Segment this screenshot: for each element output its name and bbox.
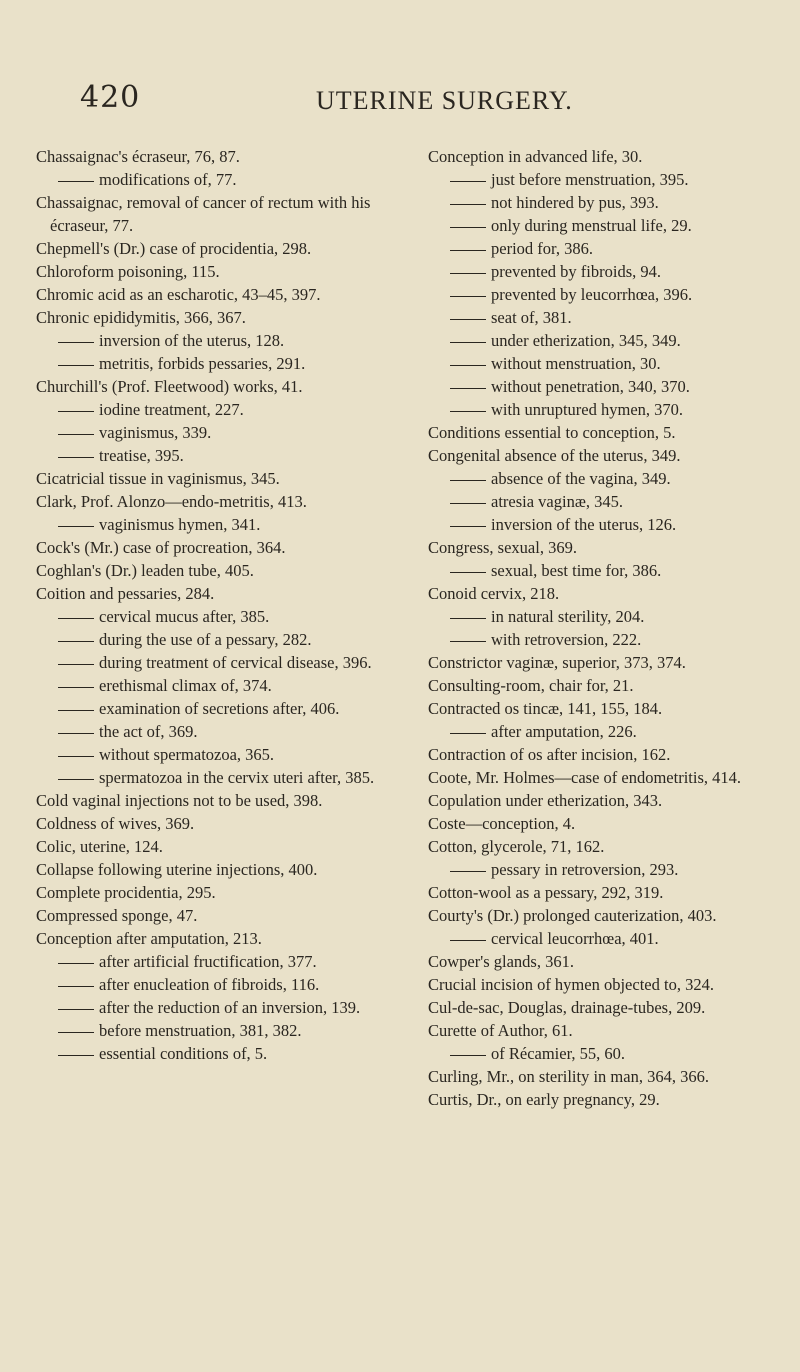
ditto-dash: [450, 296, 486, 297]
entry-text: Cowper's glands, 361.: [428, 952, 574, 971]
ditto-dash: [450, 572, 486, 573]
entry-text: Copulation under etherization, 343.: [428, 791, 663, 810]
index-subentry: [428, 559, 782, 582]
ditto-dash: [450, 733, 486, 734]
entry-text: just before menstruation, 395.: [491, 170, 689, 189]
ditto-dash: [450, 250, 486, 251]
index-entry: [36, 927, 394, 950]
index-subentry: [428, 467, 782, 490]
index-subentry: [36, 1042, 394, 1065]
entry-text: vaginismus hymen, 341.: [99, 515, 261, 534]
ditto-dash: [450, 618, 486, 619]
ditto-dash: [450, 503, 486, 504]
entry-text: Cicatricial tissue in vaginismus, 345.: [36, 469, 280, 488]
entry-text: vaginismus, 339.: [99, 423, 212, 442]
index-subentry: [36, 651, 394, 674]
index-entry: [36, 467, 394, 490]
ditto-dash: [58, 710, 94, 711]
index-entry: [36, 881, 394, 904]
entry-text: inversion of the uterus, 126.: [491, 515, 677, 534]
entry-text: without menstruation, 30.: [491, 354, 661, 373]
index-subentry: [36, 168, 394, 191]
index-subentry: [36, 697, 394, 720]
entry-text: Churchill's (Prof. Fleetwood) works, 41.: [36, 377, 303, 396]
entry-text: cervical mucus after, 385.: [99, 607, 270, 626]
entry-text: modifications of, 77.: [99, 170, 237, 189]
index-entry: [428, 973, 782, 996]
index-subentry: [36, 996, 394, 1019]
index-entry: [36, 835, 394, 858]
index-entry: [36, 812, 394, 835]
entry-text: during treatment of cervical disease, 396.: [99, 653, 372, 672]
index-entry: [428, 421, 782, 444]
index-entry: [428, 881, 782, 904]
ditto-dash: [58, 664, 94, 665]
running-title: UTERINE SURGERY.: [316, 86, 573, 115]
ditto-dash: [58, 618, 94, 619]
entry-text: treatise, 395.: [99, 446, 184, 465]
entry-text: Curtis, Dr., on early pregnancy, 29.: [428, 1090, 660, 1109]
entry-text: examination of secretions after, 406.: [99, 699, 340, 718]
index-entry: [36, 375, 394, 398]
entry-text: Chronic epididymitis, 366, 367.: [36, 308, 246, 327]
index-subentry: [428, 513, 782, 536]
ditto-dash: [450, 641, 486, 642]
index-subentry: [36, 1019, 394, 1042]
entry-text: during the use of a pessary, 282.: [99, 630, 312, 649]
entry-text: pessary in retroversion, 293.: [491, 860, 679, 879]
entry-text: Collapse following uterine injections, 400.: [36, 860, 318, 879]
index-subentry: [428, 260, 782, 283]
ditto-dash: [450, 181, 486, 182]
index-column-left: [36, 145, 394, 1065]
index-subentry: [428, 628, 782, 651]
ditto-dash: [450, 342, 486, 343]
index-entry: [428, 1065, 782, 1088]
index-entry: [428, 1019, 782, 1042]
index-entry: [36, 582, 394, 605]
index-subentry: [36, 421, 394, 444]
ditto-dash: [58, 365, 94, 366]
page-number: 420: [80, 80, 141, 115]
entry-text: Cold vaginal injections not to be used, 398.: [36, 791, 323, 810]
index-entry: [428, 950, 782, 973]
index-entry: [428, 674, 782, 697]
entry-text: Contraction of os after incision, 162.: [428, 745, 671, 764]
entry-text: Compressed sponge, 47.: [36, 906, 198, 925]
entry-text: Conditions essential to conception, 5.: [428, 423, 676, 442]
index-entry: [36, 490, 394, 513]
entry-text: after enucleation of fibroids, 116.: [99, 975, 320, 994]
entry-text: without spermatozoa, 365.: [99, 745, 275, 764]
ditto-dash: [450, 227, 486, 228]
entry-text: before menstruation, 381, 382.: [99, 1021, 302, 1040]
entry-text: Coldness of wives, 369.: [36, 814, 195, 833]
entry-text: Crucial incision of hymen objected to, 324.: [428, 975, 714, 994]
entry-text: only during menstrual life, 29.: [491, 216, 692, 235]
entry-text: cervical leucorrhœa, 401.: [491, 929, 659, 948]
entry-text: Congress, sexual, 369.: [428, 538, 577, 557]
entry-text: Complete procidentia, 295.: [36, 883, 216, 902]
index-subentry: [36, 444, 394, 467]
index-entry: [36, 858, 394, 881]
index-subentry: [428, 329, 782, 352]
index-entry: [36, 191, 394, 237]
entry-text: after the reduction of an inversion, 139.: [99, 998, 361, 1017]
entry-text: Coghlan's (Dr.) leaden tube, 405.: [36, 561, 254, 580]
index-subentry: [36, 743, 394, 766]
ditto-dash: [450, 365, 486, 366]
index-entry: [428, 904, 782, 927]
entry-text: Cotton, glycerole, 71, 162.: [428, 837, 605, 856]
index-entry: [428, 536, 782, 559]
entry-text: Cock's (Mr.) case of procreation, 364.: [36, 538, 286, 557]
index-entry: [428, 145, 782, 168]
entry-text: Conoid cervix, 218.: [428, 584, 560, 603]
ditto-dash: [58, 986, 94, 987]
entry-text: Cul-de-sac, Douglas, drainage-tubes, 209.: [428, 998, 706, 1017]
index-subentry: [36, 766, 394, 789]
entry-text: Curling, Mr., on sterility in man, 364, 366.: [428, 1067, 709, 1086]
ditto-dash: [450, 1055, 486, 1056]
index-entry: [428, 697, 782, 720]
entry-text: Conception after amputation, 213.: [36, 929, 262, 948]
index-subentry: [428, 375, 782, 398]
entry-text: Clark, Prof. Alonzo—endo-metritis, 413.: [36, 492, 307, 511]
ditto-dash: [450, 273, 486, 274]
index-subentry: [428, 720, 782, 743]
entry-text: Contracted os tincæ, 141, 155, 184.: [428, 699, 663, 718]
index-entry: [428, 812, 782, 835]
entry-text: in natural sterility, 204.: [491, 607, 645, 626]
index-entry: [36, 559, 394, 582]
ditto-dash: [58, 779, 94, 780]
index-entry: [36, 260, 394, 283]
entry-text: prevented by leucorrhœa, 396.: [491, 285, 693, 304]
entry-text: atresia vaginæ, 345.: [491, 492, 623, 511]
index-entry: [428, 766, 782, 789]
entry-text: Chloroform poisoning, 115.: [36, 262, 220, 281]
ditto-dash: [58, 641, 94, 642]
ditto-dash: [58, 1009, 94, 1010]
index-subentry: [36, 628, 394, 651]
entry-text: under etherization, 345, 349.: [491, 331, 681, 350]
entry-text: Congenital absence of the uterus, 349.: [428, 446, 681, 465]
ditto-dash: [450, 526, 486, 527]
index-entry: [428, 743, 782, 766]
entry-text: spermatozoa in the cervix uteri after, 385.: [99, 768, 375, 787]
ditto-dash: [450, 480, 486, 481]
ditto-dash: [58, 756, 94, 757]
index-entry: [428, 651, 782, 674]
entry-text: Colic, uterine, 124.: [36, 837, 163, 856]
entry-text: the act of, 369.: [99, 722, 198, 741]
entry-text: of Récamier, 55, 60.: [491, 1044, 626, 1063]
ditto-dash: [58, 457, 94, 458]
entry-text: prevented by fibroids, 94.: [491, 262, 662, 281]
index-subentry: [428, 191, 782, 214]
ditto-dash: [450, 940, 486, 941]
index-subentry: [428, 214, 782, 237]
entry-text: essential conditions of, 5.: [99, 1044, 268, 1063]
ditto-dash: [58, 1055, 94, 1056]
ditto-dash: [450, 319, 486, 320]
index-subentry: [428, 398, 782, 421]
index-entry: [428, 996, 782, 1019]
ditto-dash: [58, 963, 94, 964]
entry-text: Cotton-wool as a pessary, 292, 319.: [428, 883, 664, 902]
ditto-dash: [58, 411, 94, 412]
entry-text: Constrictor vaginæ, superior, 373, 374.: [428, 653, 686, 672]
index-entry: [36, 789, 394, 812]
index-subentry: [36, 605, 394, 628]
ditto-dash: [58, 342, 94, 343]
index-subentry: [428, 1042, 782, 1065]
index-entry: [428, 1088, 782, 1111]
index-entry: [428, 444, 782, 467]
index-subentry: [428, 237, 782, 260]
index-entry: [428, 835, 782, 858]
index-subentry: [428, 352, 782, 375]
ditto-dash: [58, 181, 94, 182]
entry-text: absence of the vagina, 349.: [491, 469, 671, 488]
ditto-dash: [58, 1032, 94, 1033]
entry-text: Chassaignac, removal of cancer of rectum with his écraseur, 77.: [36, 193, 371, 235]
entry-text: Chassaignac's écraseur, 76, 87.: [36, 147, 240, 166]
index-subentry: [36, 329, 394, 352]
ditto-dash: [58, 434, 94, 435]
entry-text: with retroversion, 222.: [491, 630, 642, 649]
entry-text: erethismal climax of, 374.: [99, 676, 272, 695]
entry-text: iodine treatment, 227.: [99, 400, 244, 419]
ditto-dash: [58, 733, 94, 734]
index-subentry: [36, 950, 394, 973]
entry-text: seat of, 381.: [491, 308, 572, 327]
index-subentry: [428, 283, 782, 306]
entry-text: period for, 386.: [491, 239, 593, 258]
entry-text: after amputation, 226.: [491, 722, 637, 741]
index-subentry: [36, 513, 394, 536]
entry-text: sexual, best time for, 386.: [491, 561, 662, 580]
entry-text: Chromic acid as an escharotic, 43–45, 397.: [36, 285, 321, 304]
ditto-dash: [450, 204, 486, 205]
index-entry: [428, 582, 782, 605]
index-subentry: [428, 927, 782, 950]
entry-text: after artificial fructification, 377.: [99, 952, 317, 971]
index-entry: [36, 145, 394, 168]
entry-text: Curette of Author, 61.: [428, 1021, 573, 1040]
ditto-dash: [450, 411, 486, 412]
entry-text: Coote, Mr. Holmes—case of endometritis, 414.: [428, 768, 741, 787]
index-subentry: [36, 352, 394, 375]
ditto-dash: [58, 526, 94, 527]
index-subentry: [428, 168, 782, 191]
index-entry: [36, 904, 394, 927]
entry-text: Courty's (Dr.) prolonged cauterization, 403.: [428, 906, 717, 925]
index-subentry: [36, 973, 394, 996]
index-entry: [428, 789, 782, 812]
index-entry: [36, 536, 394, 559]
entry-text: Chepmell's (Dr.) case of procidentia, 298.: [36, 239, 312, 258]
index-subentry: [428, 605, 782, 628]
entry-text: with unruptured hymen, 370.: [491, 400, 684, 419]
index-subentry: [36, 674, 394, 697]
index-entry: [36, 283, 394, 306]
entry-text: without penetration, 340, 370.: [491, 377, 690, 396]
ditto-dash: [450, 871, 486, 872]
index-subentry: [36, 720, 394, 743]
index-entry: [36, 306, 394, 329]
entry-text: inversion of the uterus, 128.: [99, 331, 285, 350]
index-subentry: [428, 490, 782, 513]
entry-text: Coste—conception, 4.: [428, 814, 576, 833]
index-subentry: [428, 858, 782, 881]
ditto-dash: [58, 687, 94, 688]
index-subentry: [36, 398, 394, 421]
index-subentry: [428, 306, 782, 329]
index-entry: [36, 237, 394, 260]
entry-text: metritis, forbids pessaries, 291.: [99, 354, 306, 373]
index-column-right: [428, 145, 782, 1111]
entry-text: Consulting-room, chair for, 21.: [428, 676, 634, 695]
entry-text: Conception in advanced life, 30.: [428, 147, 643, 166]
ditto-dash: [450, 388, 486, 389]
entry-text: not hindered by pus, 393.: [491, 193, 659, 212]
entry-text: Coition and pessaries, 284.: [36, 584, 215, 603]
